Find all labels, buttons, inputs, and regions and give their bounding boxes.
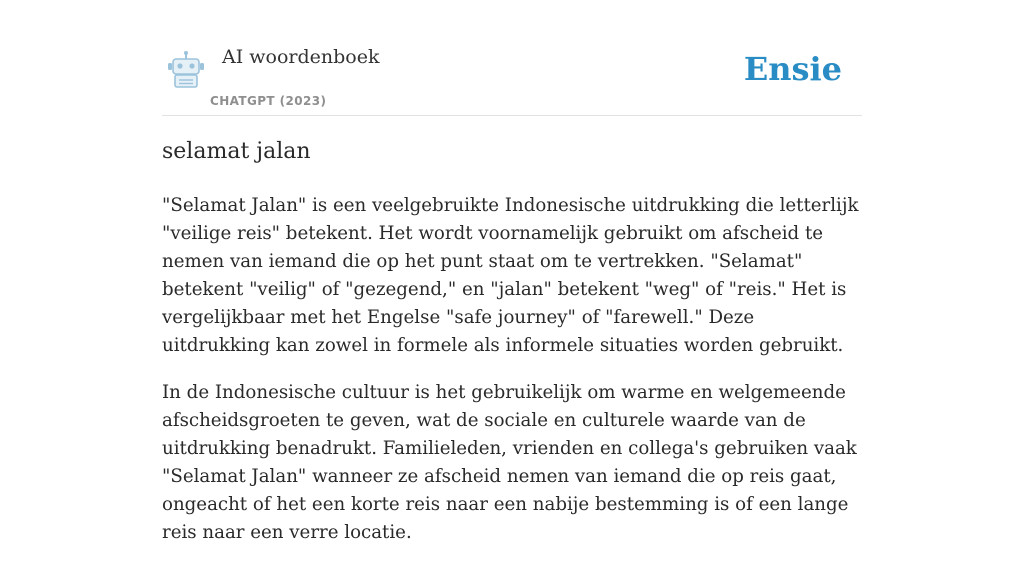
- brand-logo[interactable]: Ensie: [743, 50, 842, 88]
- entry-paragraph: "Selamat Jalan" is een veelgebruikte Indonesische uitdrukking die letterlijk "veilige reis" betekent. Het wordt voornamelijk gebruikt om afscheid te nemen van iemand die op het punt staat om te vertrekken. "Selamat" betekent "veilig" of "gezegend," en "jalan" betekent "weg" of "reis." Het is vergelijkbaar met het Engelse "safe journey" of "farewell." Deze uitdrukking kan zowel in formele als informele situaties worden gebruikt.: [162, 195, 859, 356]
- entry-title: selamat jalan: [162, 139, 311, 164]
- page-container: [162, 0, 862, 543]
- robot-icon: [166, 50, 206, 90]
- source-title: AI woordenboek: [222, 46, 380, 68]
- entry-body: [162, 192, 862, 566]
- entry-paragraph: In de Indonesische cultuur is het gebruikelijk om warme en welgemeende afscheidsgroeten te geven, wat de sociale en culturele waarde van de uitdrukking benadrukt. Familieleden, vrienden en collega's gebruiken vaak "Selamat Jalan" wanneer ze afscheid nemen van iemand die op reis gaat, ongeacht of het een korte reis naar een nabije bestemming is of een lange reis naar een verre locatie.: [162, 382, 857, 543]
- entry-header: [162, 0, 862, 116]
- source-subtitle: CHATGPT (2023): [210, 94, 327, 108]
